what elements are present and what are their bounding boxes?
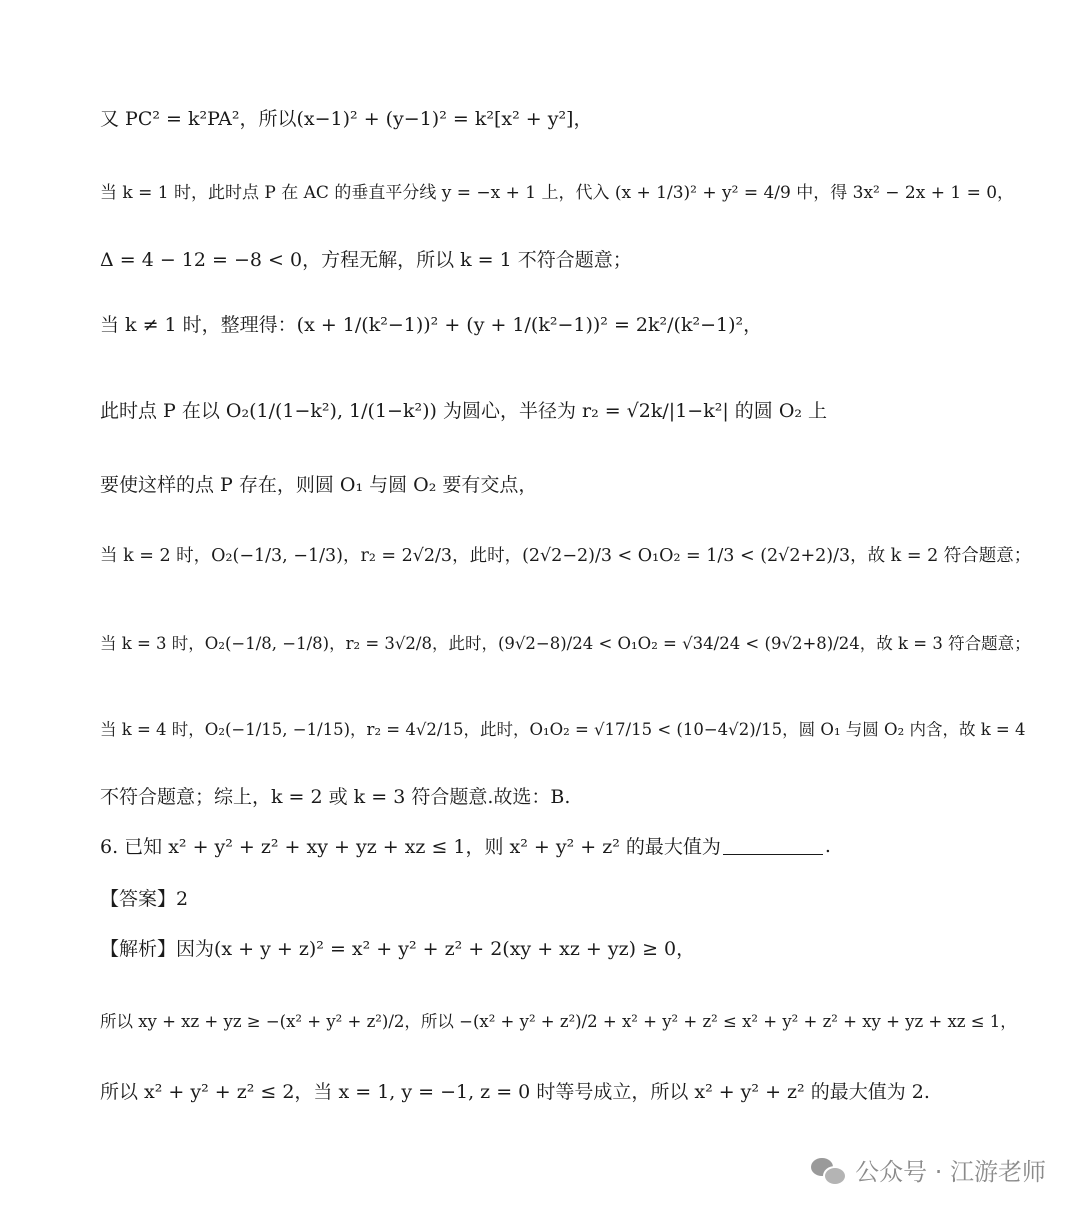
wechat-icon xyxy=(811,1156,847,1184)
solution-line-8: 当 k = 3 时，O₂(−1/8, −1/8)，r₂ = 3√2/8，此时，(9√2−8)/24 < O₁O₂ = √34/24 < (9√2+8)/24，故 k = 3 符合题意； xyxy=(100,634,1031,653)
solution-line-10: 不符合题意；综上，k = 2 或 k = 3 符合题意.故选：B. xyxy=(100,786,571,808)
solution-line-9: 当 k = 4 时，O₂(−1/15, −1/15)，r₂ = 4√2/15，此时，O₁O₂ = √17/15 < (10−4√2)/15，圆 O₁ 与圆 O₂ 内含，故 k = 4 xyxy=(100,720,1026,739)
solution-line-3: Δ = 4 − 12 = −8 < 0，方程无解，所以 k = 1 不符合题意； xyxy=(100,249,632,271)
solution-line-7: 当 k = 2 时，O₂(−1/3, −1/3)，r₂ = 2√2/3，此时，(2√2−2)/3 < O₁O₂ = 1/3 < (2√2+2)/3，故 k = 2 符合题意； xyxy=(100,546,1032,566)
question-6-text: 6. 已知 x² + y² + z² + xy + yz + xz ≤ 1，则 x² + y² + z² 的最大值为 xyxy=(100,836,721,858)
solution-line-2: 当 k = 1 时，此时点 P 在 AC 的垂直平分线 y = −x + 1 上，代入 (x + 1/3)² + y² = 4/9 中，得 3x² − 2x + 1 = 0， xyxy=(100,183,1015,203)
solution-line-5: 此时点 P 在以 O₂(1/(1−k²), 1/(1−k²)) 为圆心，半径为 r₂ = √2k/|1−k²| 的圆 O₂ 上 xyxy=(100,400,828,422)
answer-line: 【答案】2 xyxy=(100,888,189,910)
solution-line-1: 又 PC² = k²PA²，所以(x−1)² + (y−1)² = k²[x² + y²]， xyxy=(100,108,593,130)
answer-blank xyxy=(723,836,823,855)
solution-line-4: 当 k ≠ 1 时，整理得：(x + 1/(k²−1))² + (y + 1/(k²−1))² = 2k²/(k²−1)²， xyxy=(100,314,763,336)
question-6 xyxy=(100,832,1020,859)
question-6-end: . xyxy=(824,834,831,857)
analysis-line-3: 所以 x² + y² + z² ≤ 2，当 x = 1, y = −1, z = 0 时等号成立，所以 x² + y² + z² 的最大值为 2. xyxy=(100,1081,930,1103)
analysis-line-2: 所以 xy + xz + yz ≥ −(x² + y² + z²)/2，所以 −(x² + y² + z²)/2 + x² + y² + z² ≤ x² + y² + z² + xy + yz + xz ≤ 1， xyxy=(100,1012,1017,1031)
watermark xyxy=(811,1152,1046,1187)
analysis-line-1: 【解析】因为(x + y + z)² = x² + y² + z² + 2(xy + xz + yz) ≥ 0， xyxy=(100,938,696,960)
watermark-text: 公众号 · 江游老师 xyxy=(855,1158,1046,1186)
solution-line-6: 要使这样的点 P 存在，则圆 O₁ 与圆 O₂ 要有交点， xyxy=(100,474,538,496)
